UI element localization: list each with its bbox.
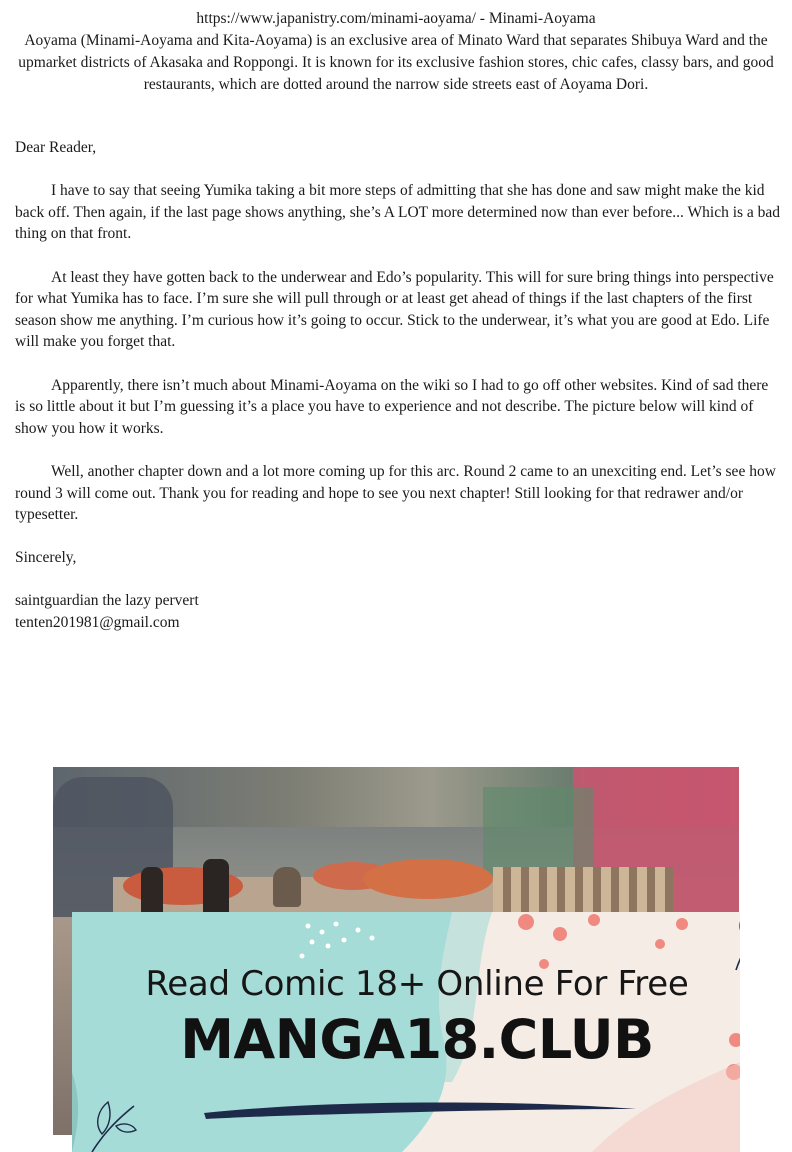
leaf-branch-icon-bottom-left	[88, 1092, 138, 1152]
banner-site-name[interactable]: MANGA18.CLUB	[180, 1008, 654, 1071]
paragraph-2: At least they have gotten back to the underwear and Edo’s popularity. This will for sure bring things into perspective for what Yumika has to face. I’m sure she will pull through or at least get ahead of things if the last chapters of the first season show me anything. I’m curious how it’s going to occur. Stick to the underwear, it’s what you are good at Edo. Life will make you forget that.	[15, 268, 774, 351]
salutation: Dear Reader,	[15, 139, 97, 156]
source-citation	[14, 8, 778, 96]
banner-tagline: Read Comic 18+ Online For Free	[145, 964, 689, 1004]
signature-email: tenten201981@gmail.com	[15, 614, 180, 632]
source-url-line: https://www.japanistry.com/minami-aoyama/ - Minami-Aoyama	[196, 10, 596, 27]
letter-body	[15, 137, 781, 634]
signature-name: saintguardian the lazy pervert	[15, 592, 199, 610]
leaf-branch-icon-top-right	[732, 912, 740, 972]
paragraph-3: Apparently, there isn’t much about Minami-Aoyama on the wiki so I had to go off other websites. Kind of sad there is so little about it but I’m guessing it’s a place you have to experience and not describe. The picture below will kind of show you how it works.	[15, 376, 769, 437]
closing: Sincerely,	[15, 549, 77, 567]
paragraph-4: Well, another chapter down and a lot more coming up for this arc. Round 2 came to an unexciting end. Let’s see how round 3 will come out. Thank you for reading and hope to see you next chapter! Still looking for that redrawer and/or typesetter.	[15, 462, 776, 524]
promo-banner[interactable]	[72, 912, 740, 1152]
paragraph-1: I have to say that seeing Yumika taking a bit more steps of admitting that she has done and saw might make the kid back off. Then again, if the last page shows anything, she’s A LOT more determined now than ever before... Which is a bad thing on that front.	[15, 182, 781, 243]
source-description: Aoyama (Minami-Aoyama and Kita-Aoyama) is an exclusive area of Minato Ward that separates Shibuya Ward and the upmarket districts of Akasaka and Roppongi. It is known for its exclusive fashion stores, chic cafes, classy bars, and good restaurants, which are dotted around the narrow side streets east of Aoyama Dori.	[18, 32, 774, 93]
brush-stroke-underline	[200, 1097, 640, 1121]
